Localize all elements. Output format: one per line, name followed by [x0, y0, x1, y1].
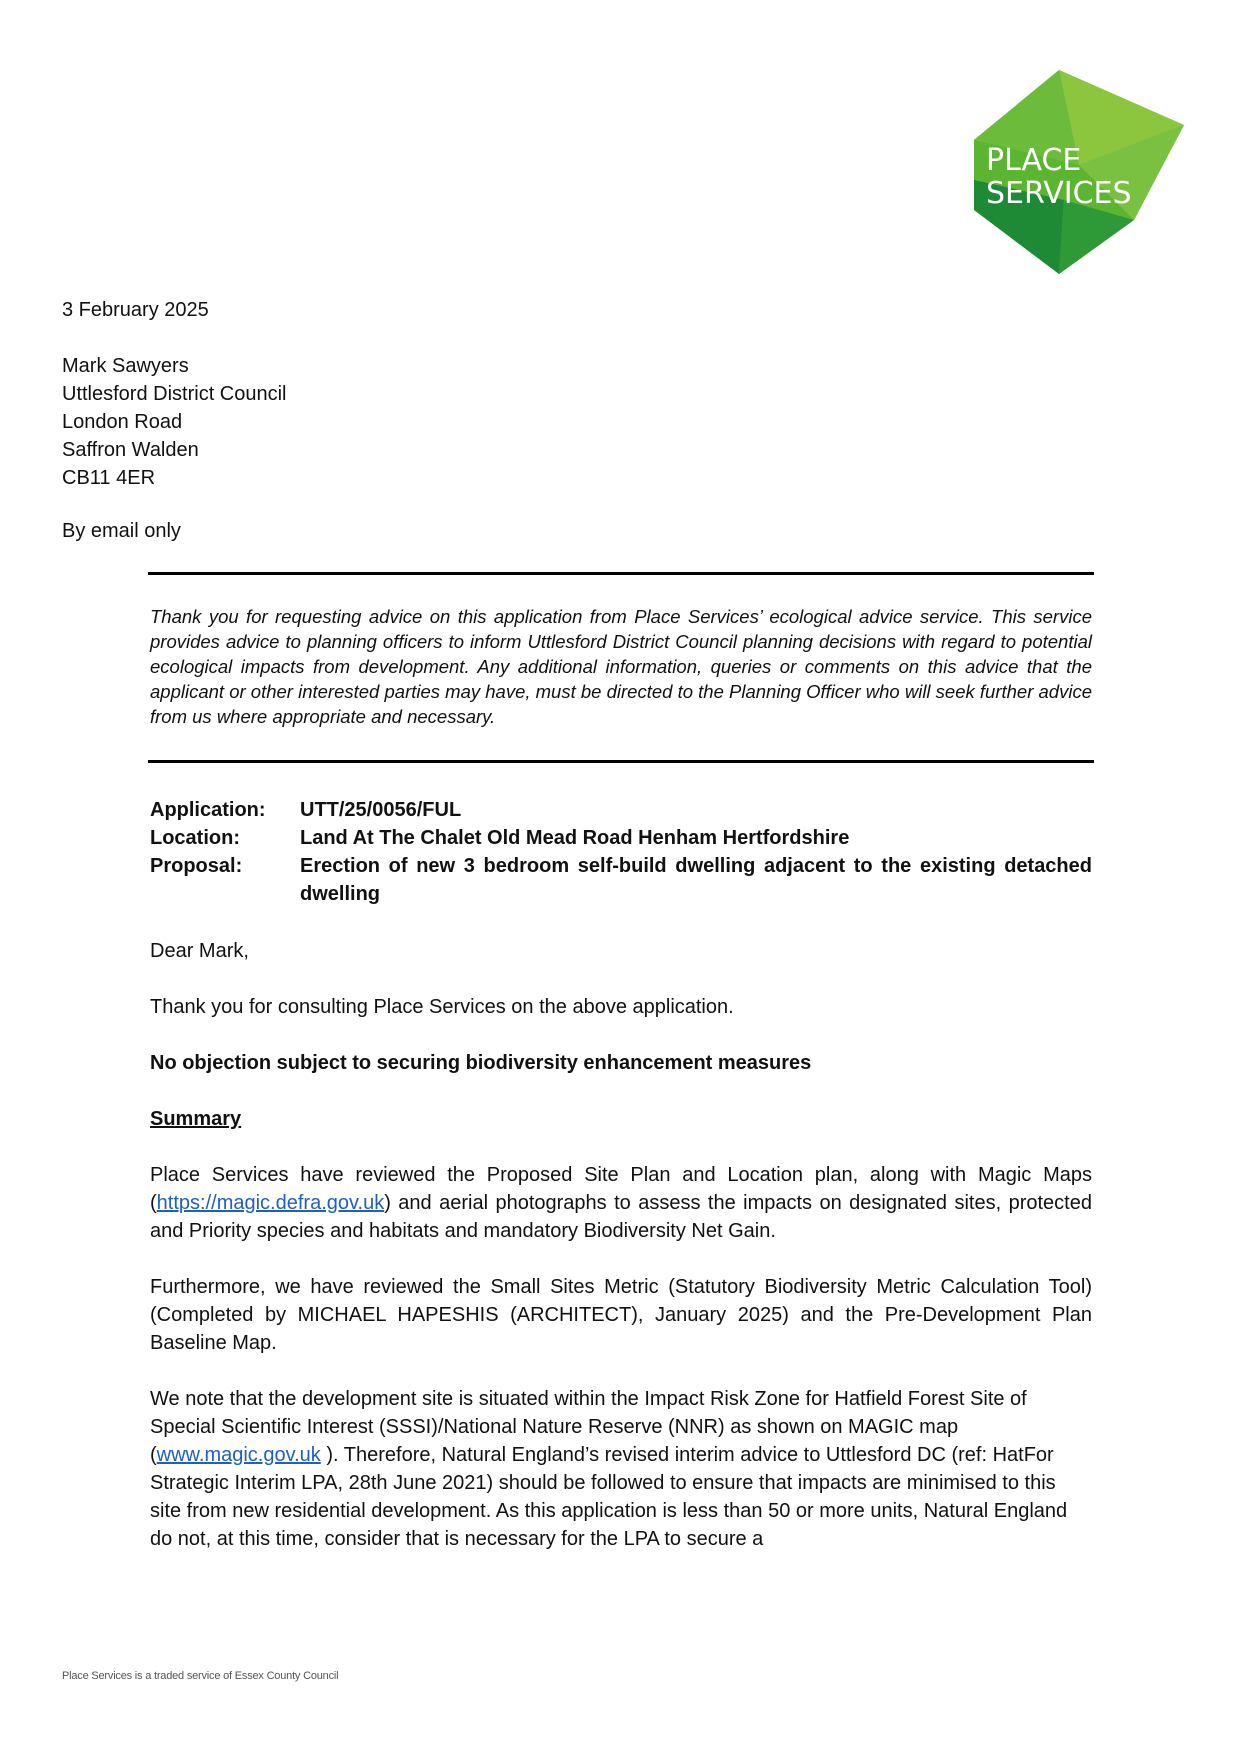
summary-paragraph-2: Furthermore, we have reviewed the Small Sites Metric (Statutory Biodiversity Metric Calculation Tool) (Completed by MICHAEL HAPESHIS (ARCHITECT), January 2025) and the Pre-Development Plan Baseline Map.: [150, 1276, 1092, 1354]
footer-text: Place Services is a traded service of Essex County Council: [62, 1670, 339, 1682]
paragraph-text: ) and aerial photographs to assess the impacts on designated sites, protected and Priority species and habitats and mandatory Biodiversity Net Gain.: [150, 1192, 1092, 1242]
location-row: [150, 824, 1092, 852]
application-label: Application:: [150, 799, 266, 821]
summary-heading: Summary: [150, 1108, 242, 1130]
application-details: [150, 796, 1092, 908]
proposal-value: Erection of new 3 bedroom self-build dwelling adjacent to the existing detached dwelling: [300, 855, 1092, 905]
salutation: Dear Mark,: [150, 940, 249, 962]
proposal-row: [150, 852, 1092, 908]
recipient-name: Mark Sawyers: [62, 355, 189, 377]
divider-bottom: [148, 760, 1094, 763]
intro-text: Thank you for consulting Place Services on the above application.: [150, 996, 734, 1018]
application-row: [150, 796, 1092, 824]
place-services-logo: [974, 70, 1184, 274]
recipient-town: Saffron Walden: [62, 439, 199, 461]
location-label: Location:: [150, 827, 240, 849]
summary-paragraph-3: [150, 1385, 1092, 1553]
disclaimer-text: Thank you for requesting advice on this application from Place Services’ ecological advice service. This service provides advice to planning officers to inform Uttlesford District Council planning decisions with regard to potential ecological impacts from development. Any additional information, queries or comments on this advice that the applicant or other interested parties may have, must be directed to the Planning Officer who will seek further advice from us where appropriate and necessary.: [150, 606, 1092, 727]
recipient-address: [62, 352, 287, 492]
magic-gov-link[interactable]: www.magic.gov.uk: [156, 1444, 321, 1466]
logo-text-line1: PLACE: [986, 143, 1082, 178]
recommendation: No objection subject to securing biodiversity enhancement measures: [150, 1052, 812, 1074]
magic-defra-link[interactable]: https://magic.defra.gov.uk: [156, 1192, 385, 1214]
location-value: Land At The Chalet Old Mead Road Henham Hertfordshire: [300, 827, 850, 849]
delivery-method: By email only: [62, 520, 181, 542]
letter-date: 3 February 2025: [62, 299, 209, 321]
application-value: UTT/25/0056/FUL: [300, 799, 462, 821]
recipient-postcode: CB11 4ER: [62, 467, 156, 489]
divider-top: [148, 572, 1094, 575]
logo-text-line2: SERVICES: [986, 176, 1132, 211]
logo-hexagon-icon: [974, 70, 1184, 274]
proposal-label: Proposal:: [150, 855, 243, 877]
recipient-street: London Road: [62, 411, 183, 433]
paragraph-text: Place Services have reviewed the Proposed Site Plan and Location plan, along with Magic Maps (: [150, 1164, 1092, 1214]
summary-paragraph-1: [150, 1161, 1092, 1245]
paragraph-text: ). Therefore, Natural England’s revised interim advice to Uttlesford DC (ref: HatFor Strategic Interim LPA, 28th June 2021) should be followed to ensure that impacts are minimised to this site from new residential development. As this application is less than 50 or more units, Natural England do not, at this time, consider that is necessary for the LPA to secure a: [150, 1444, 1068, 1550]
recipient-organisation: Uttlesford District Council: [62, 383, 287, 405]
paragraph-text: We note that the development site is situated within the Impact Risk Zone for Hatfield Forest Site of Special Scientific Interest (SSSI)/National Nature Reserve (NNR) as shown on MAGIC map (: [150, 1388, 1027, 1466]
